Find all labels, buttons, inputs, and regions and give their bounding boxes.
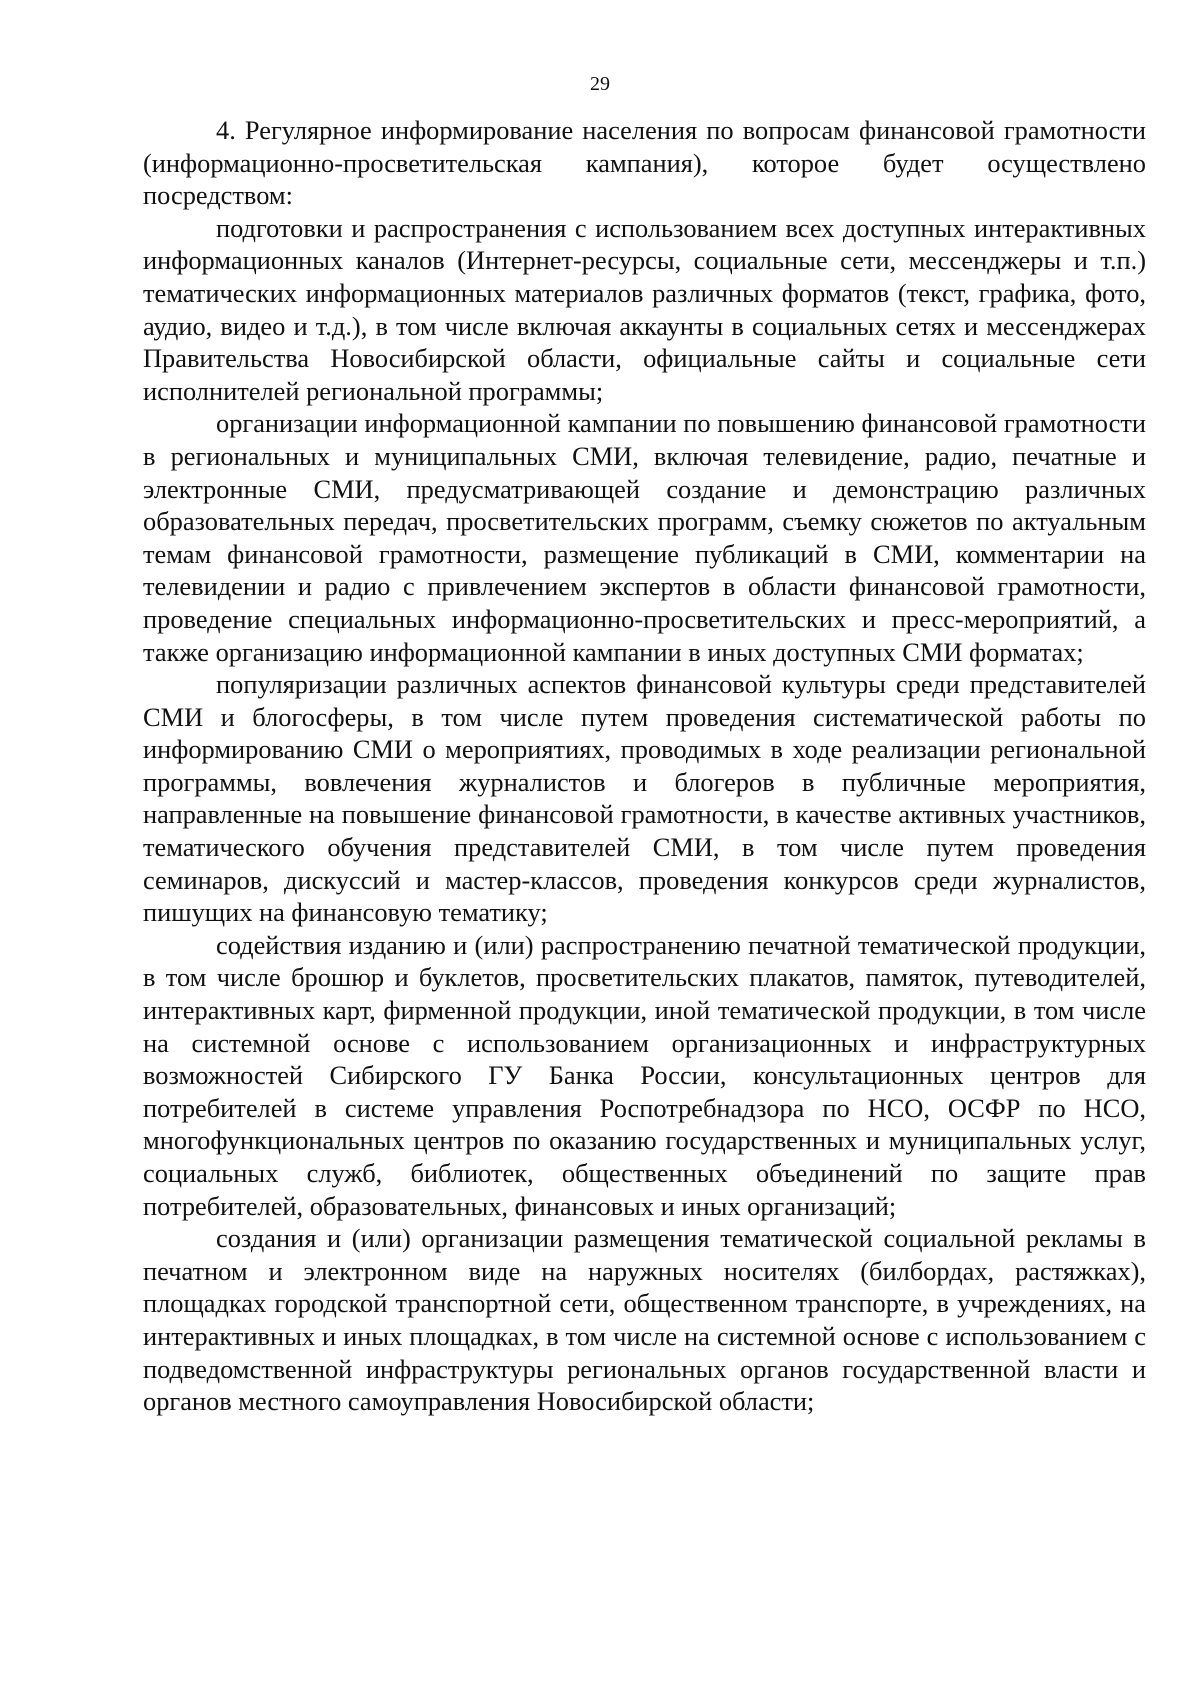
page-number: 29 bbox=[590, 73, 610, 95]
paragraph-online-channels: подготовки и распространения с использованием всех доступных интерактивных информационных каналов (Интернет-ресурсы, социальные сети, мессенджеры и т.п.) тематических информационных материалов различных форматов (текст, графика, фото, аудио, видео и т.д.), в том числе включая аккаунты в социальных сетях и мессенджерах Правительства Новосибирской области, официальные сайты и социальные сети исполнителей региональной программы; bbox=[143, 212, 1146, 406]
paragraph-printed-products: содействия изданию и (или) распространению печатной тематической продукции, в том числе брошюр и буклетов, просветительских плакатов, памяток, путеводителей, интерактивных карт, фирменной продукции, иной тематической продукции, в том числе на системной основе с использованием организационных и инфраструктурных возможностей Сибирского ГУ Банка России, консультационных центров для потребителей в системе управления Роспотребнадзора по НСО, ОСФР по НСО, многофункциональных центров по оказанию государственных и муниципальных услуг, социальных служб, библиотек, общественных объединений по защите прав потребителей, образовательных, финансовых и иных организаций; bbox=[143, 929, 1146, 1221]
document-body bbox=[143, 114, 1146, 1418]
paragraph-item-4-intro: 4. Регулярное информирование населения по вопросам финансовой грамотности (информационно-просветительская кампания), которое будет осуществлено посредством: bbox=[143, 115, 1146, 211]
paragraph-social-advertising: создания и (или) организации размещения тематической социальной рекламы в печатном и электронном виде на наружных носителях (билбордах, растяжках), площадках городской транспортной сети, общественном транспорте, в учреждениях, на интерактивных и иных площадках, в том числе на системной основе с использованием с подведомственной инфраструктуры региональных органов государственной власти и органов местного самоуправления Новосибирской области; bbox=[143, 1223, 1146, 1417]
paragraph-media-campaign: организации информационной кампании по повышению финансовой грамотности в региональных и муниципальных СМИ, включая телевидение, радио, печатные и электронные СМИ, предусматривающей создание и демонстрацию различных образовательных передач, просветительских программ, съемку сюжетов по актуальным темам финансовой грамотности, размещение публикаций в СМИ, комментарии на телевидении и радио с привлечением экспертов в области финансовой грамотности, проведение специальных информационно-просветительских и пресс-мероприятий, а также организацию информационной кампании в иных доступных СМИ форматах; bbox=[143, 408, 1146, 667]
paragraph-media-popularization: популяризации различных аспектов финансовой культуры среди представителей СМИ и блогосферы, в том числе путем проведения систематической работы по информированию СМИ о мероприятиях, проводимых в ходе реализации региональной программы, вовлечения журналистов и блогеров в публичные мероприятия, направленные на повышение финансовой грамотности, в качестве активных участников, тематического обучения представителей СМИ, в том числе путем проведения семинаров, дискуссий и мастер-классов, проведения конкурсов среди журналистов, пишущих на финансовую тематику; bbox=[143, 669, 1146, 928]
